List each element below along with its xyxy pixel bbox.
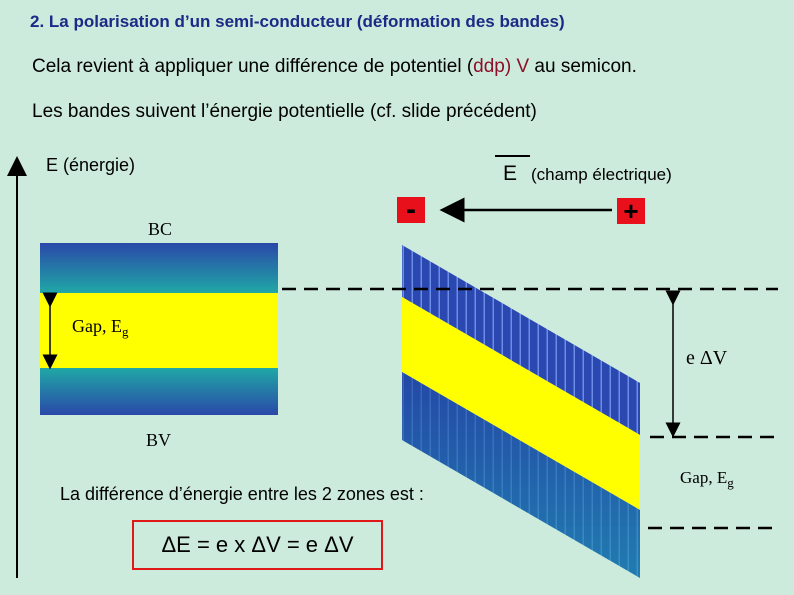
difference-text: La différence d’énergie entre les 2 zones est : bbox=[60, 484, 424, 504]
plus-sign: + bbox=[617, 198, 645, 224]
bc-band-left bbox=[40, 243, 278, 293]
polarisation-sentence bbox=[32, 56, 637, 78]
field-symbol: E bbox=[503, 162, 518, 185]
gap-label-right: Gap, $E_g$ bbox=[680, 468, 734, 490]
energy-axis-label: E (énergie) bbox=[46, 155, 136, 175]
bc-label: BC bbox=[148, 219, 173, 239]
gap-label-left: Gap, $E_g$ bbox=[72, 316, 129, 339]
minus-sign: - bbox=[397, 197, 425, 223]
sentence-end: au semicon. bbox=[529, 56, 637, 77]
bv-label: BV bbox=[146, 430, 172, 450]
bands-sentence: Les bandes suivent l’énergie potentielle (cf. slide précédent) bbox=[32, 101, 537, 122]
slide-title: 2. La polarisation d’un semi-conducteur (déformation des bandes) bbox=[30, 12, 565, 31]
bv-band-left bbox=[40, 368, 278, 415]
energy-formula: ΔE = e x ΔV = e ΔV bbox=[132, 520, 383, 570]
delta-v-label: e ΔV bbox=[686, 347, 728, 369]
ddp-text: ddp) V bbox=[473, 56, 530, 77]
sentence-start: Cela revient à appliquer une différence de potentiel ( bbox=[32, 56, 474, 77]
field-label: (champ électrique) bbox=[531, 165, 672, 184]
